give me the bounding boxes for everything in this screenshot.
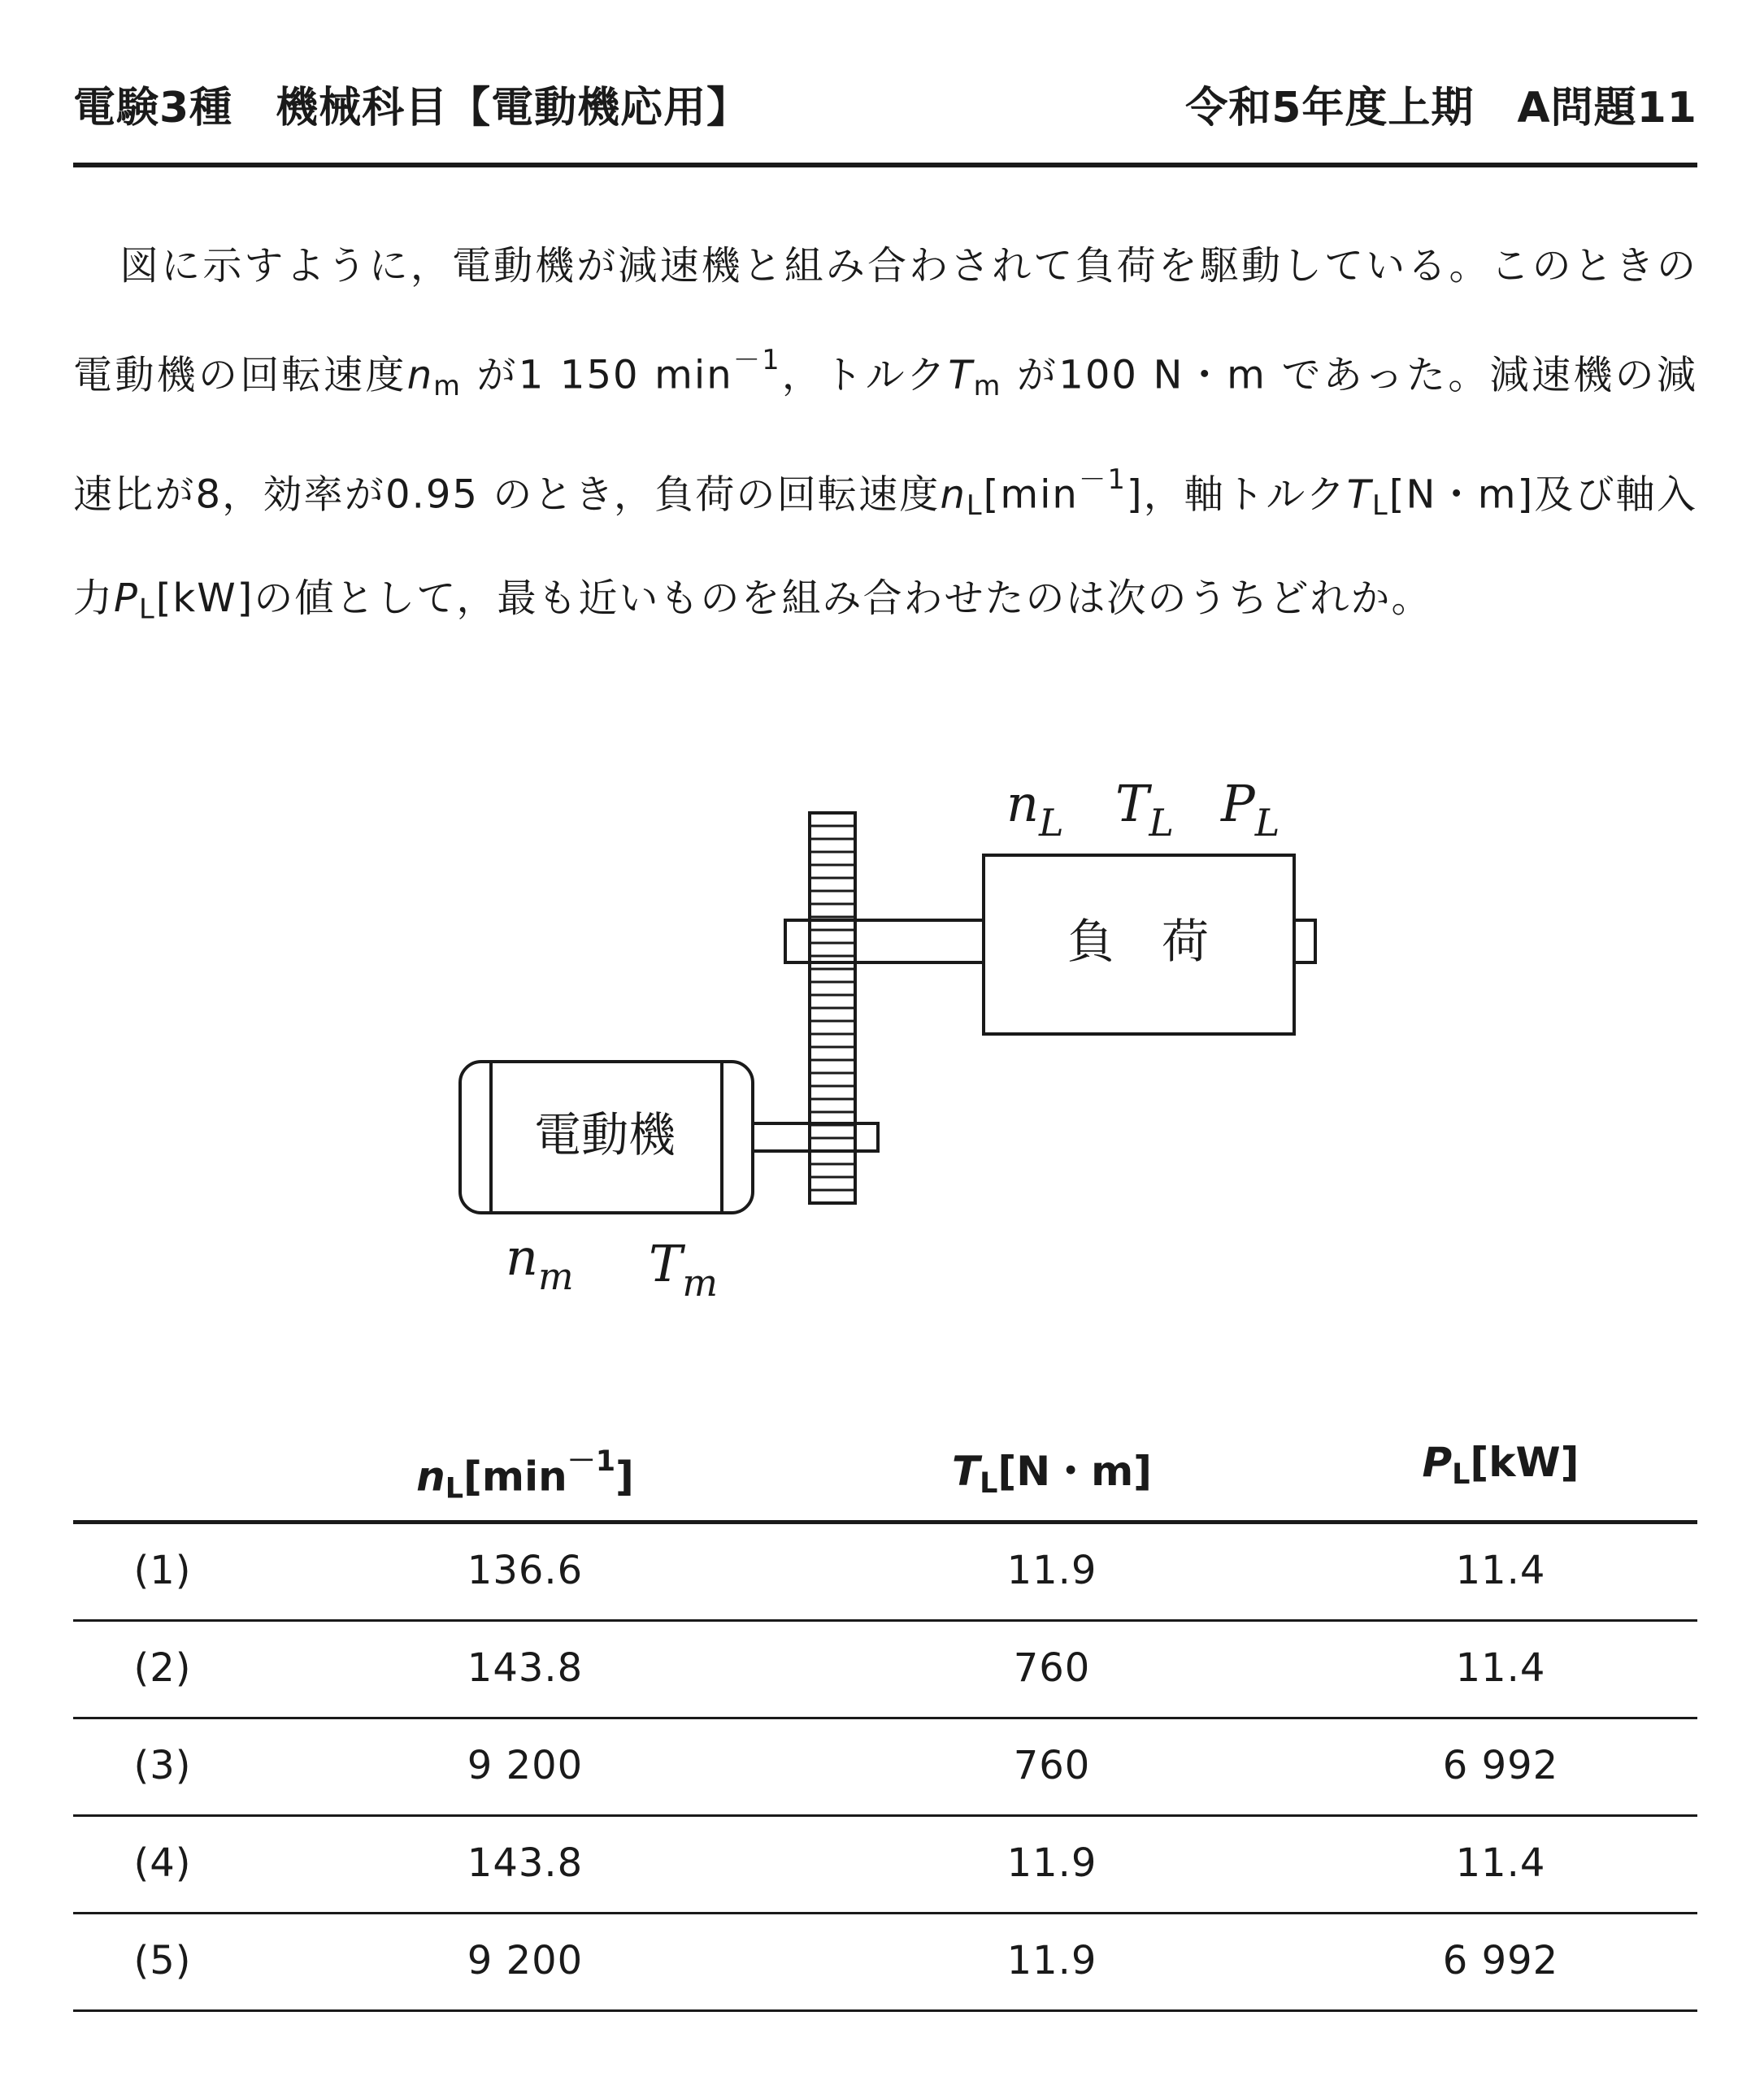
header-nl (416, 1439, 634, 1505)
figure-tl: $T_L$ (1115, 774, 1174, 845)
nm-symbol: n (406, 352, 434, 398)
nl-value: 143.8 (467, 1840, 584, 1886)
question-text-5: が100 N・m であった。減速機の減速比が8，効率が0.95 のとき，負荷の回転速度 (73, 352, 1697, 518)
nl-value: 136.6 (467, 1548, 584, 1593)
header-tl-sub: L (980, 1466, 998, 1500)
load-shaft-stub (1294, 920, 1315, 962)
header-pl (1422, 1439, 1579, 1491)
load-label: 負 荷 (1067, 914, 1210, 969)
figure-pl: $P_L$ (1221, 774, 1280, 845)
nm-subscript: m (433, 369, 462, 402)
question-text-2: きの電動機の回転速度 (73, 243, 1697, 398)
tl-value: 11.9 (1006, 1548, 1097, 1593)
table-row (73, 1522, 1697, 1622)
header-nl-end: ] (615, 1453, 634, 1501)
nl-value: 9 200 (467, 1743, 584, 1788)
tl-value: 760 (1013, 1645, 1091, 1691)
pl-value: 6 992 (1442, 1938, 1559, 1983)
nl-symbol: n (940, 471, 967, 518)
motor-body (460, 1062, 753, 1213)
question-text-6: [min (983, 471, 1079, 518)
pl-value: 6 992 (1442, 1743, 1559, 1788)
unit-exponent-2: －1 (1078, 463, 1127, 495)
tl-value: 760 (1013, 1743, 1091, 1788)
question-text-9: [kW]の値として，最も近いものを組み合わせたのは次のうちどれか。 (155, 575, 1432, 621)
header-tl-unit: [N・m] (997, 1448, 1153, 1495)
shaft-overlays (785, 920, 878, 1151)
header-pl-sub: L (1452, 1458, 1471, 1491)
question-text-4: ，トルク (780, 352, 949, 398)
tl-value: 11.9 (1006, 1840, 1097, 1886)
table-header (73, 1431, 1697, 1524)
question-text-8: [N・m]及び軸入力 (73, 471, 1697, 621)
motor-label: 電動機 (533, 1107, 676, 1162)
question-text-3: が1 150 min (461, 352, 733, 398)
output-shaft (785, 920, 984, 962)
figure-nm: $n_m$ (506, 1227, 574, 1298)
page-header (73, 65, 1697, 167)
header-tl (952, 1439, 1152, 1500)
tm-symbol: T (948, 352, 974, 398)
figure-tm: $T_m$ (649, 1234, 718, 1305)
nl-subscript: L (966, 489, 984, 521)
question-text-7: ]，軸トルク (1126, 471, 1347, 518)
choice-number: (5) (133, 1938, 192, 1983)
table-row (73, 1814, 1697, 1914)
motor-shaft (753, 1123, 878, 1151)
question-line-1: 図に示すように，電動機が減速機と組み合わされて負荷を駆動している。このと (119, 243, 1615, 289)
tl-value: 11.9 (1006, 1938, 1097, 1983)
table-row (73, 1912, 1697, 2012)
figure-nl: $n_L$ (1006, 774, 1064, 845)
choice-number: (2) (133, 1645, 192, 1691)
tl-subscript: L (1372, 489, 1389, 521)
pl-value: 11.4 (1455, 1840, 1546, 1886)
header-nl-sup: －1 (567, 1445, 616, 1478)
tl-symbol: T (1346, 471, 1373, 518)
pl-value: 11.4 (1455, 1645, 1546, 1691)
choice-number: (4) (133, 1840, 192, 1886)
nl-value: 9 200 (467, 1938, 584, 1983)
table-row (73, 1717, 1697, 1817)
choice-number: (3) (133, 1743, 192, 1788)
question-text (73, 219, 1697, 655)
choice-number: (1) (133, 1548, 192, 1593)
gear-stack (810, 813, 855, 1203)
pl-value: 11.4 (1455, 1548, 1546, 1593)
header-nl-unit: [min (463, 1453, 567, 1501)
tm-subscript: m (973, 369, 1002, 402)
pl-symbol: P (114, 575, 139, 621)
load-box (984, 855, 1294, 1034)
pl-subscript: L (138, 593, 156, 625)
table-row (73, 1619, 1697, 1719)
header-pl-unit: [kW] (1470, 1439, 1579, 1486)
header-tl-sym: T (951, 1448, 980, 1495)
header-nl-sub: L (445, 1472, 464, 1505)
unit-exponent: －1 (732, 344, 781, 376)
header-pl-sym: P (1422, 1439, 1453, 1486)
nl-value: 143.8 (467, 1645, 584, 1691)
exam-id: 令和5年度上期 A問題11 (1185, 84, 1697, 133)
subject-title: 電験3種 機械科目【電動機応用】 (73, 84, 750, 133)
header-nl-sym: n (416, 1453, 445, 1501)
